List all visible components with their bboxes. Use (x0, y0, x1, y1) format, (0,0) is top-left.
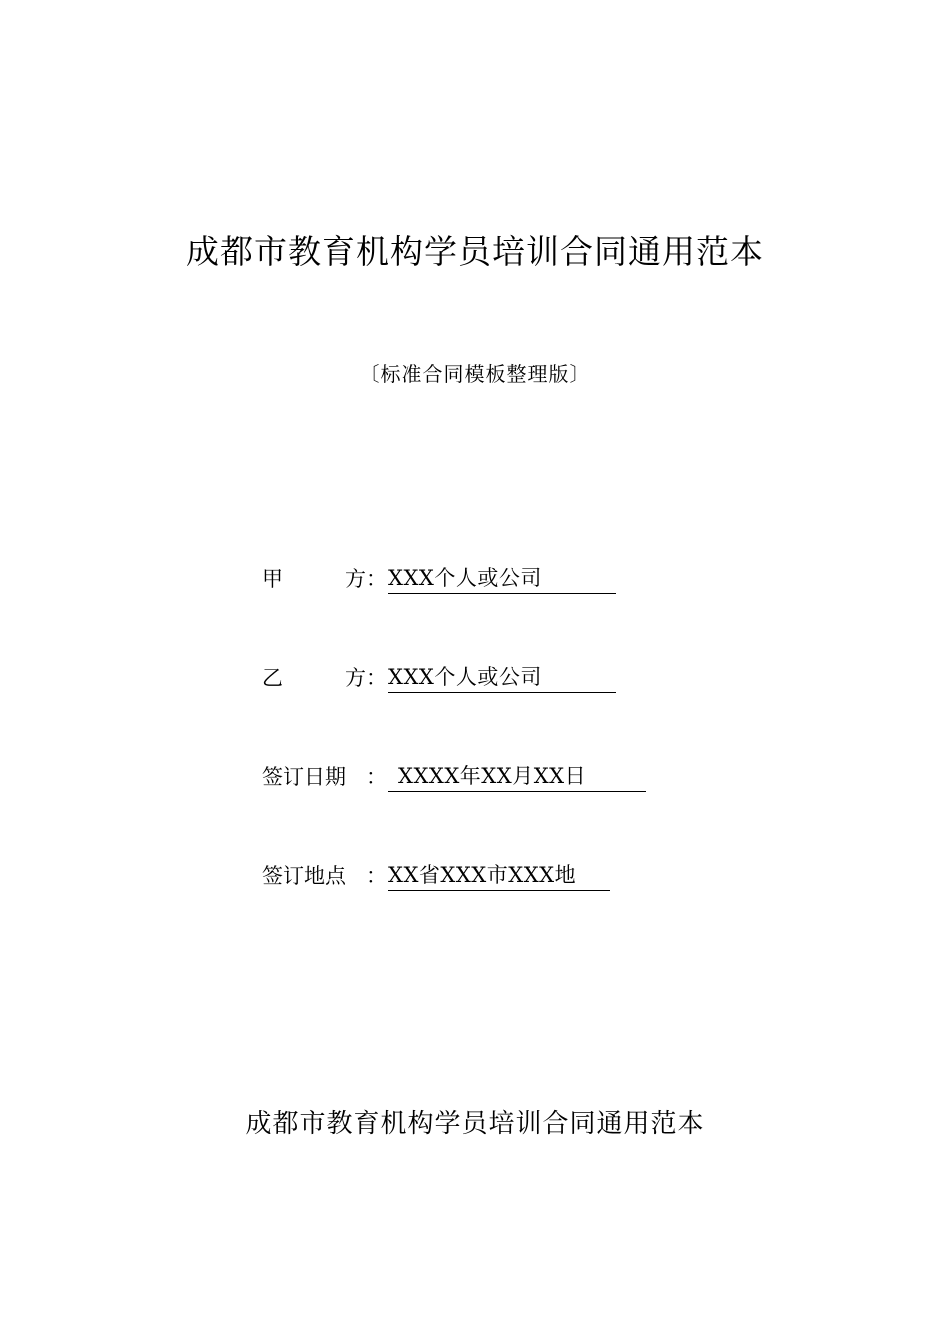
signing-place-field (262, 857, 610, 891)
signing-place-label: 签订地点 (262, 864, 346, 888)
footer-title: 成都市教育机构学员培训合同通用范本 (245, 1109, 705, 1139)
party-a-label (262, 564, 366, 594)
signing-date-field (262, 758, 646, 792)
party-b-value: XXX个人或公司 (388, 662, 616, 693)
party-b-label-last: 方 (345, 666, 366, 690)
document-subtitle: 〔标准合同模板整理版〕 (359, 362, 591, 386)
party-b-label-first: 乙 (262, 666, 283, 690)
party-a-value: XXX个人或公司 (388, 563, 616, 594)
signing-date-colon: ： (366, 765, 387, 789)
party-b-field (262, 659, 616, 693)
party-a-label-first: 甲 (262, 567, 283, 591)
document-title: 成都市教育机构学员培训合同通用范本 (186, 232, 764, 271)
party-b-label (262, 663, 366, 693)
party-a-field (262, 560, 616, 594)
signing-place-colon: ： (366, 864, 387, 888)
signing-place-value: XX省XXX市XXX地 (388, 860, 610, 891)
party-a-label-last: 方 (345, 567, 366, 591)
party-a-colon: ： (366, 567, 387, 591)
signing-date-value: XXXX年XX月XX日 (388, 761, 646, 792)
signing-date-label: 签订日期 (262, 765, 346, 789)
party-b-colon: ： (366, 666, 387, 690)
